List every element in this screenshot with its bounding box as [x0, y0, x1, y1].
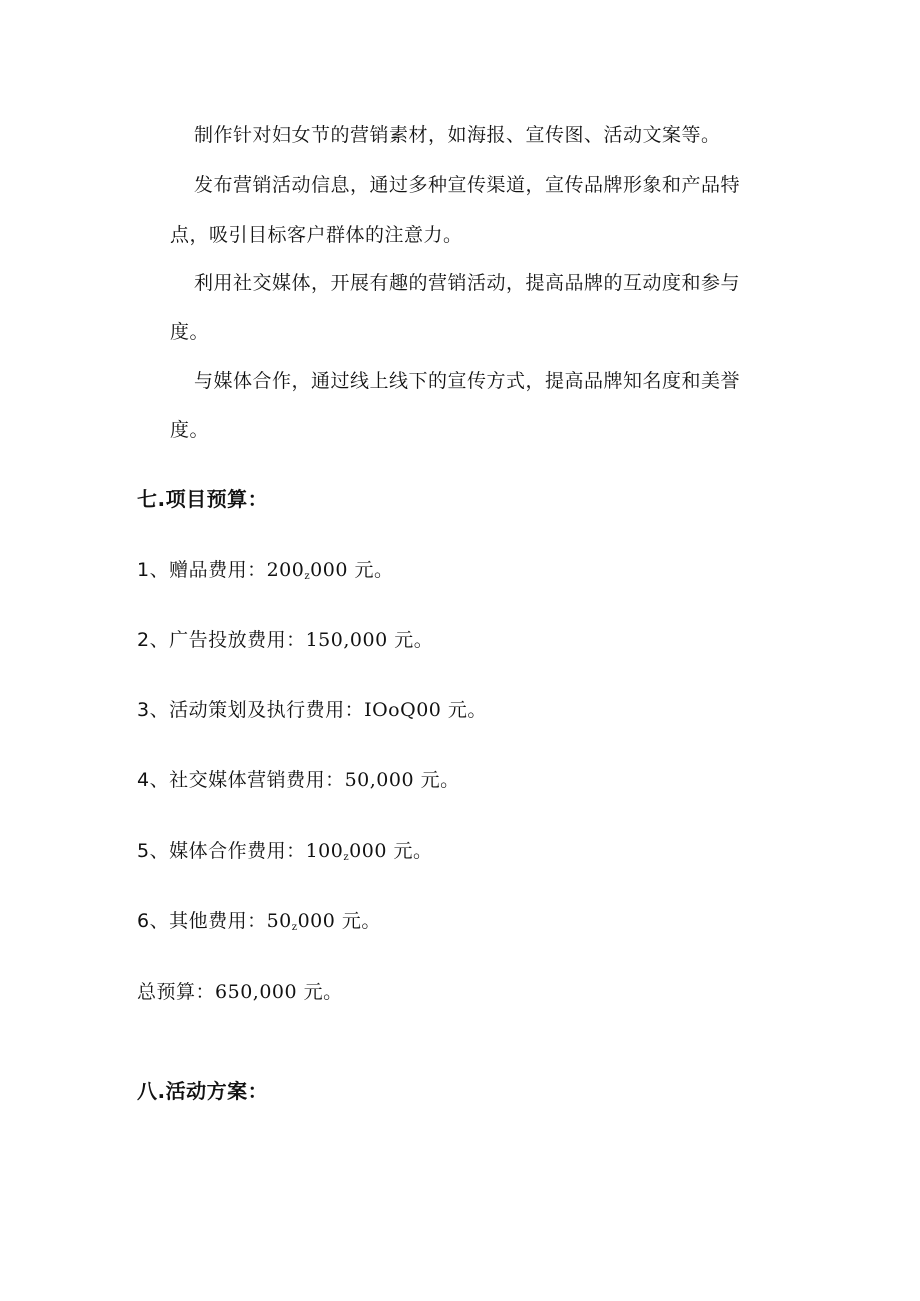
paragraph-media-line1: 与媒体合作，通过线上线下的宣传方式，提高品牌知名度和美誉	[194, 370, 741, 392]
budget-total-amount: 650,000	[215, 981, 298, 1003]
budget-item-unit: 元。	[335, 910, 381, 932]
budget-item	[137, 557, 393, 590]
budget-item-label: 2、广告投放费用：	[137, 629, 306, 651]
budget-item-amount: IOoQ00	[364, 699, 442, 721]
budget-item-unit: 元。	[386, 840, 433, 862]
budget-item-label: 1、赠品费用：	[137, 559, 267, 581]
budget-item	[137, 908, 381, 941]
budget-item	[137, 767, 460, 793]
budget-item-amount: $200_z000$	[266, 559, 348, 582]
budget-item	[137, 838, 432, 871]
budget-item-amount: 150,000	[305, 629, 388, 651]
budget-item-amount: $100_z000$	[305, 840, 387, 863]
budget-item-unit: 元。	[387, 629, 434, 651]
budget-item-label: 3、活动策划及执行费用：	[137, 699, 365, 721]
section-title-plan: 八.活动方案：	[137, 1079, 269, 1103]
paragraph-social-line2: 度。	[170, 321, 210, 343]
budget-item	[137, 697, 487, 723]
paragraph-social-line1: 利用社交媒体，开展有趣的营销活动，提高品牌的互动度和参与	[194, 272, 741, 294]
budget-item-unit: 元。	[347, 559, 394, 581]
section-title-budget: 七.项目预算：	[137, 487, 269, 511]
paragraph-media-line2: 度。	[170, 419, 210, 441]
budget-item-amount: 50,000	[344, 769, 415, 791]
budget-item	[137, 627, 433, 653]
budget-total	[137, 979, 343, 1005]
budget-total-unit: 元。	[297, 981, 343, 1003]
budget-item-label: 4、社交媒体营销费用：	[137, 769, 345, 791]
budget-item-label: 5、媒体合作费用：	[137, 840, 306, 862]
paragraph-publish-line2: 点，吸引目标客户群体的注意力。	[170, 224, 463, 246]
budget-item-amount: $50_z000$	[266, 910, 336, 933]
budget-total-label: 总预算：	[137, 981, 216, 1003]
paragraph-publish-line1: 发布营销活动信息，通过多种宣传渠道，宣传品牌形象和产品特	[194, 174, 741, 196]
paragraph-materials: 制作针对妇女节的营销素材，如海报、宣传图、活动文案等。	[194, 124, 721, 146]
budget-item-unit: 元。	[414, 769, 460, 791]
budget-item-unit: 元。	[441, 699, 487, 721]
budget-item-label: 6、其他费用：	[137, 910, 267, 932]
